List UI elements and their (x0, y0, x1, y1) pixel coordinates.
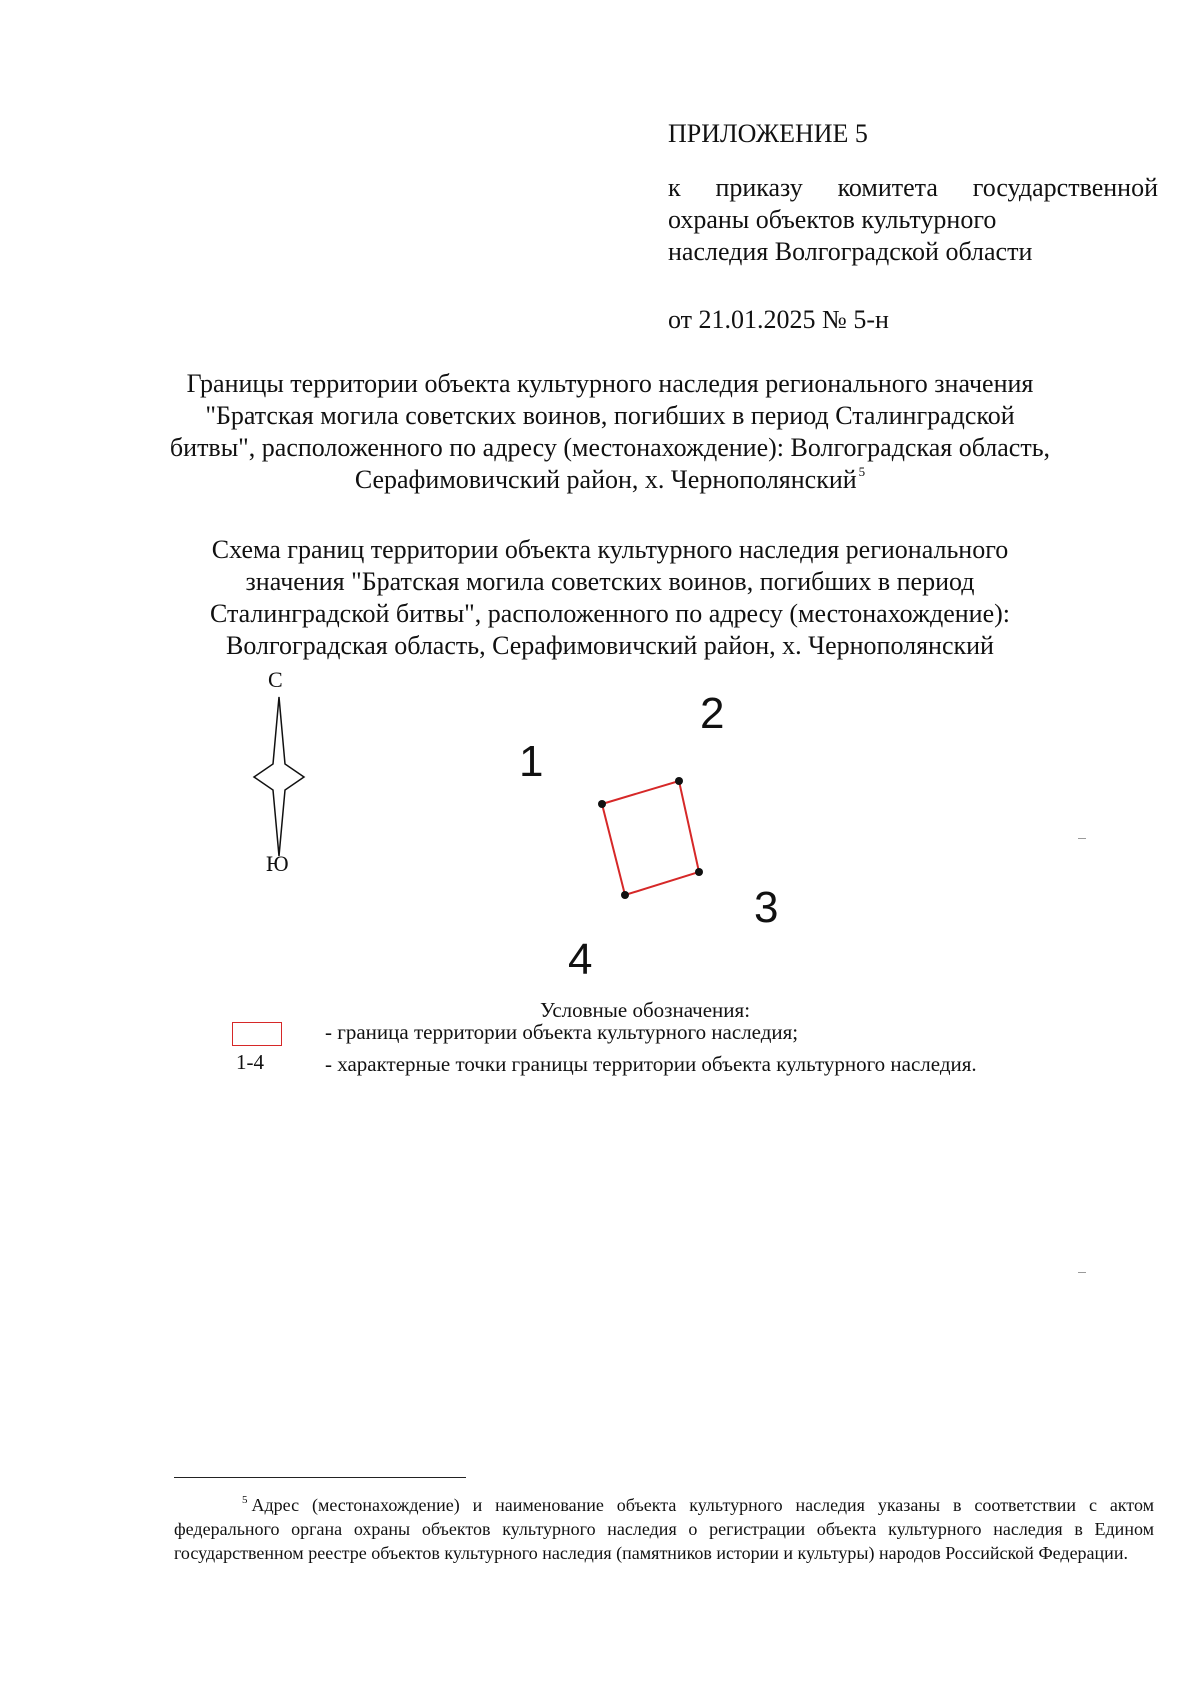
legend-title: Условные обозначения: (540, 998, 751, 1022)
legend-points-code: 1-4 (236, 1050, 264, 1074)
footnote-divider (174, 1477, 466, 1478)
scheme-heading-line-3: Сталинградской битвы", расположенного по адресу (местонахождение): (209, 599, 1011, 628)
scheme-heading-line-4: Волгоградская область, Серафимовичский район, х. Чернополянский (226, 631, 994, 660)
heading-line-2: "Братская могила советских воинов, погибших в период Сталинградской (205, 401, 1015, 430)
scheme-heading (150, 534, 1070, 662)
footnote (174, 1493, 1154, 1565)
heading-line-1: Границы территории объекта культурного наследия регионального значения (186, 369, 1034, 398)
point-label-2: 2 (700, 689, 725, 738)
legend-points-desc: - характерные точки границы территории объекта культурного наследия. (325, 1052, 977, 1076)
scheme-heading-line-1: Схема границ территории объекта культурного наследия регионального (211, 535, 1009, 564)
heading-line-3: битвы", расположенного по адресу (местонахождение): Волгоградская область, (169, 433, 1051, 462)
boundary-point-3 (695, 868, 703, 876)
appendix-title: ПРИЛОЖЕНИЕ 5 (668, 119, 868, 148)
point-label-4: 4 (568, 935, 593, 984)
heading-line-4-text: Серафимовичский район, х. Чернополянский (354, 465, 857, 494)
scan-speck (1078, 838, 1086, 839)
footnote-number: 5 (242, 1494, 248, 1506)
document-heading (150, 368, 1070, 496)
appendix-header (668, 118, 1158, 336)
scan-speck (1078, 1272, 1086, 1273)
footnote-reference[interactable]: 5 (858, 464, 866, 479)
legend-boundary-desc: - граница территории объекта культурного наследия; (325, 1020, 799, 1044)
boundary-point-1 (598, 800, 606, 808)
point-label-3: 3 (754, 883, 779, 932)
appendix-order-line-2: охраны объектов культурного (668, 205, 997, 234)
compass-north-label: С (268, 667, 283, 692)
boundary-point-2 (675, 777, 683, 785)
compass-south-label: Ю (266, 851, 289, 876)
heading-line-4 (150, 464, 1070, 496)
scheme-heading-line-2: значения "Братская могила советских воинов, погибших в период (245, 567, 975, 596)
boundary-polygon (602, 781, 699, 895)
boundary-point-4 (621, 891, 629, 899)
legend-boundary-swatch (232, 1022, 282, 1046)
appendix-date: от 21.01.2025 № 5-н (668, 305, 889, 334)
point-label-1: 1 (519, 737, 544, 786)
boundary-scheme (0, 660, 1200, 1000)
compass-rose-icon (254, 697, 304, 856)
appendix-order-line-3: наследия Волгоградской области (668, 237, 1033, 266)
appendix-order-line-1: к приказу комитета государственной (668, 173, 1158, 202)
footnote-text: Адрес (местонахождение) и наименование объекта культурного наследия указаны в соответствии с актом федерального органа охраны объектов культурного наследия о регистрации объекта культурного наследия в Едином государственном реестре объектов культурного наследия (памятников истории и культуры) народов Российской Федерации. (174, 1495, 1154, 1563)
